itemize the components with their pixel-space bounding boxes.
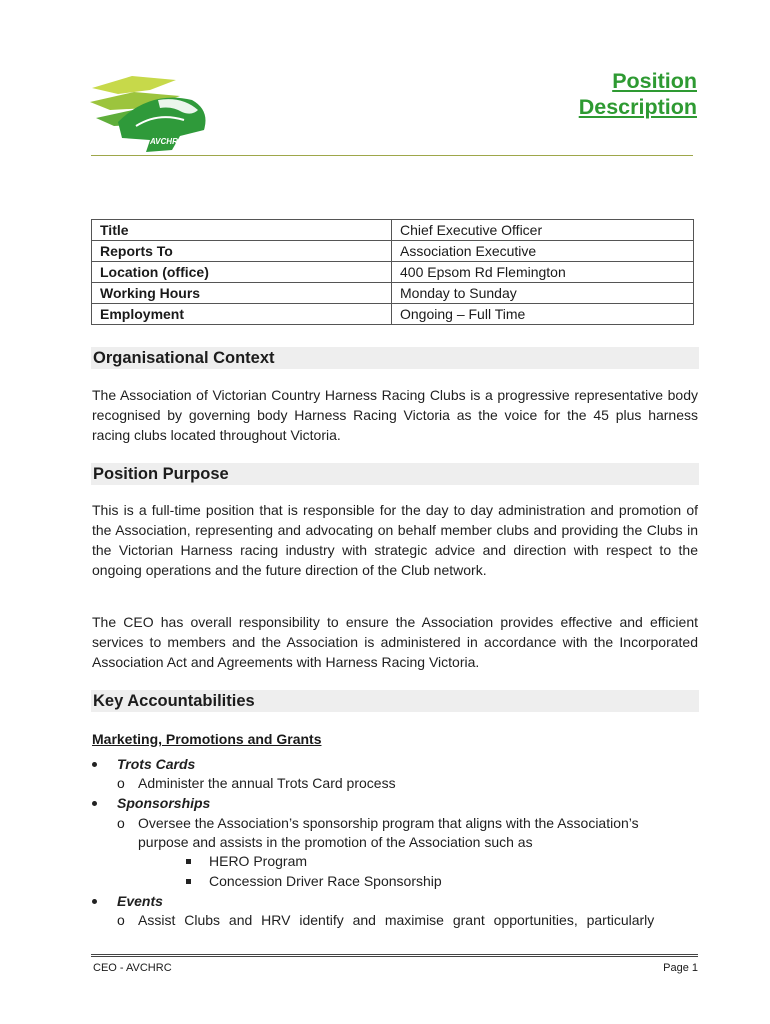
square-bullet-icon <box>186 872 192 892</box>
table-row <box>92 241 694 262</box>
circle-bullet-icon: o <box>117 815 125 831</box>
list-item-trots-cards: Trots Cards <box>117 756 196 772</box>
section-heading-organisational-context: Organisational Context <box>91 347 699 369</box>
list-item-sponsorships: Sponsorships <box>117 795 211 811</box>
list-item-concession-driver: Concession Driver Race Sponsorship <box>209 873 442 889</box>
row-value: 400 Epsom Rd Flemington <box>392 262 694 283</box>
row-label: Location (office) <box>92 262 392 283</box>
section-heading-key-accountabilities: Key Accountabilities <box>91 690 699 712</box>
bullet-icon <box>92 892 100 912</box>
row-value: Association Executive <box>392 241 694 262</box>
title-line-2: Description <box>578 95 697 119</box>
row-value: Chief Executive Officer <box>392 220 694 241</box>
table-row <box>92 220 694 241</box>
circle-bullet-icon: o <box>117 775 125 791</box>
row-label: Reports To <box>92 241 392 262</box>
logo-wordmark: AVCHRC <box>150 137 184 146</box>
section-heading-position-purpose: Position Purpose <box>91 463 699 485</box>
list-item-events-detail: Assist Clubs and HRV identify and maximise grant opportunities, particularly <box>138 912 655 928</box>
table-row <box>92 262 694 283</box>
organisational-context-paragraph: The Association of Victorian Country Harness Racing Clubs is a progressive representative body recognised by governing body Harness Racing Victoria as the voice for the 45 plus harness racing clubs located throughout Victoria. <box>92 387 698 443</box>
bullet-icon <box>92 755 100 775</box>
row-value: Monday to Sunday <box>392 283 694 304</box>
header-divider <box>91 155 693 156</box>
square-bullet-icon <box>186 852 192 872</box>
row-label: Title <box>92 220 392 241</box>
footer-label: CEO - AVCHRC <box>93 962 172 974</box>
bullet-icon <box>92 794 100 814</box>
list-item-sponsorships-detail-line1: Oversee the Association’s sponsorship program that aligns with the Association’s <box>138 815 639 831</box>
list-item-hero-program: HERO Program <box>209 853 308 869</box>
list-item-trots-cards-detail: Administer the annual Trots Card process <box>138 775 396 791</box>
table-row <box>92 283 694 304</box>
document-title <box>579 68 697 120</box>
row-label: Employment <box>92 304 392 325</box>
avchrc-logo <box>88 66 212 158</box>
footer-divider <box>91 954 698 957</box>
row-value: Ongoing – Full Time <box>392 304 694 325</box>
position-purpose-paragraph-2: The CEO has overall responsibility to ensure the Association provides effective and efficient services to members and the Association is administered in accordance with the Incorporated Association Act and Agreements with Harness Racing Victoria. <box>92 614 698 670</box>
list-item-sponsorships-detail-line2: purpose and assists in the promotion of the Association such as <box>138 834 533 850</box>
subheading-marketing: Marketing, Promotions and Grants <box>92 731 322 747</box>
list-item-events: Events <box>117 893 163 909</box>
position-purpose-paragraph-1: This is a full-time position that is responsible for the day to day administration and promotion of the Association, representing and advocating on behalf member clubs and providing the Clubs in the Victorian Harness racing industry with strategic advice and direction with respect to the ongoing operations and the future direction of the Club network. <box>92 502 698 578</box>
title-line-1: Position <box>612 69 697 93</box>
circle-bullet-icon: o <box>117 912 125 928</box>
table-row <box>92 304 694 325</box>
position-info-table <box>91 219 694 325</box>
page-number: Page 1 <box>663 962 698 974</box>
row-label: Working Hours <box>92 283 392 304</box>
